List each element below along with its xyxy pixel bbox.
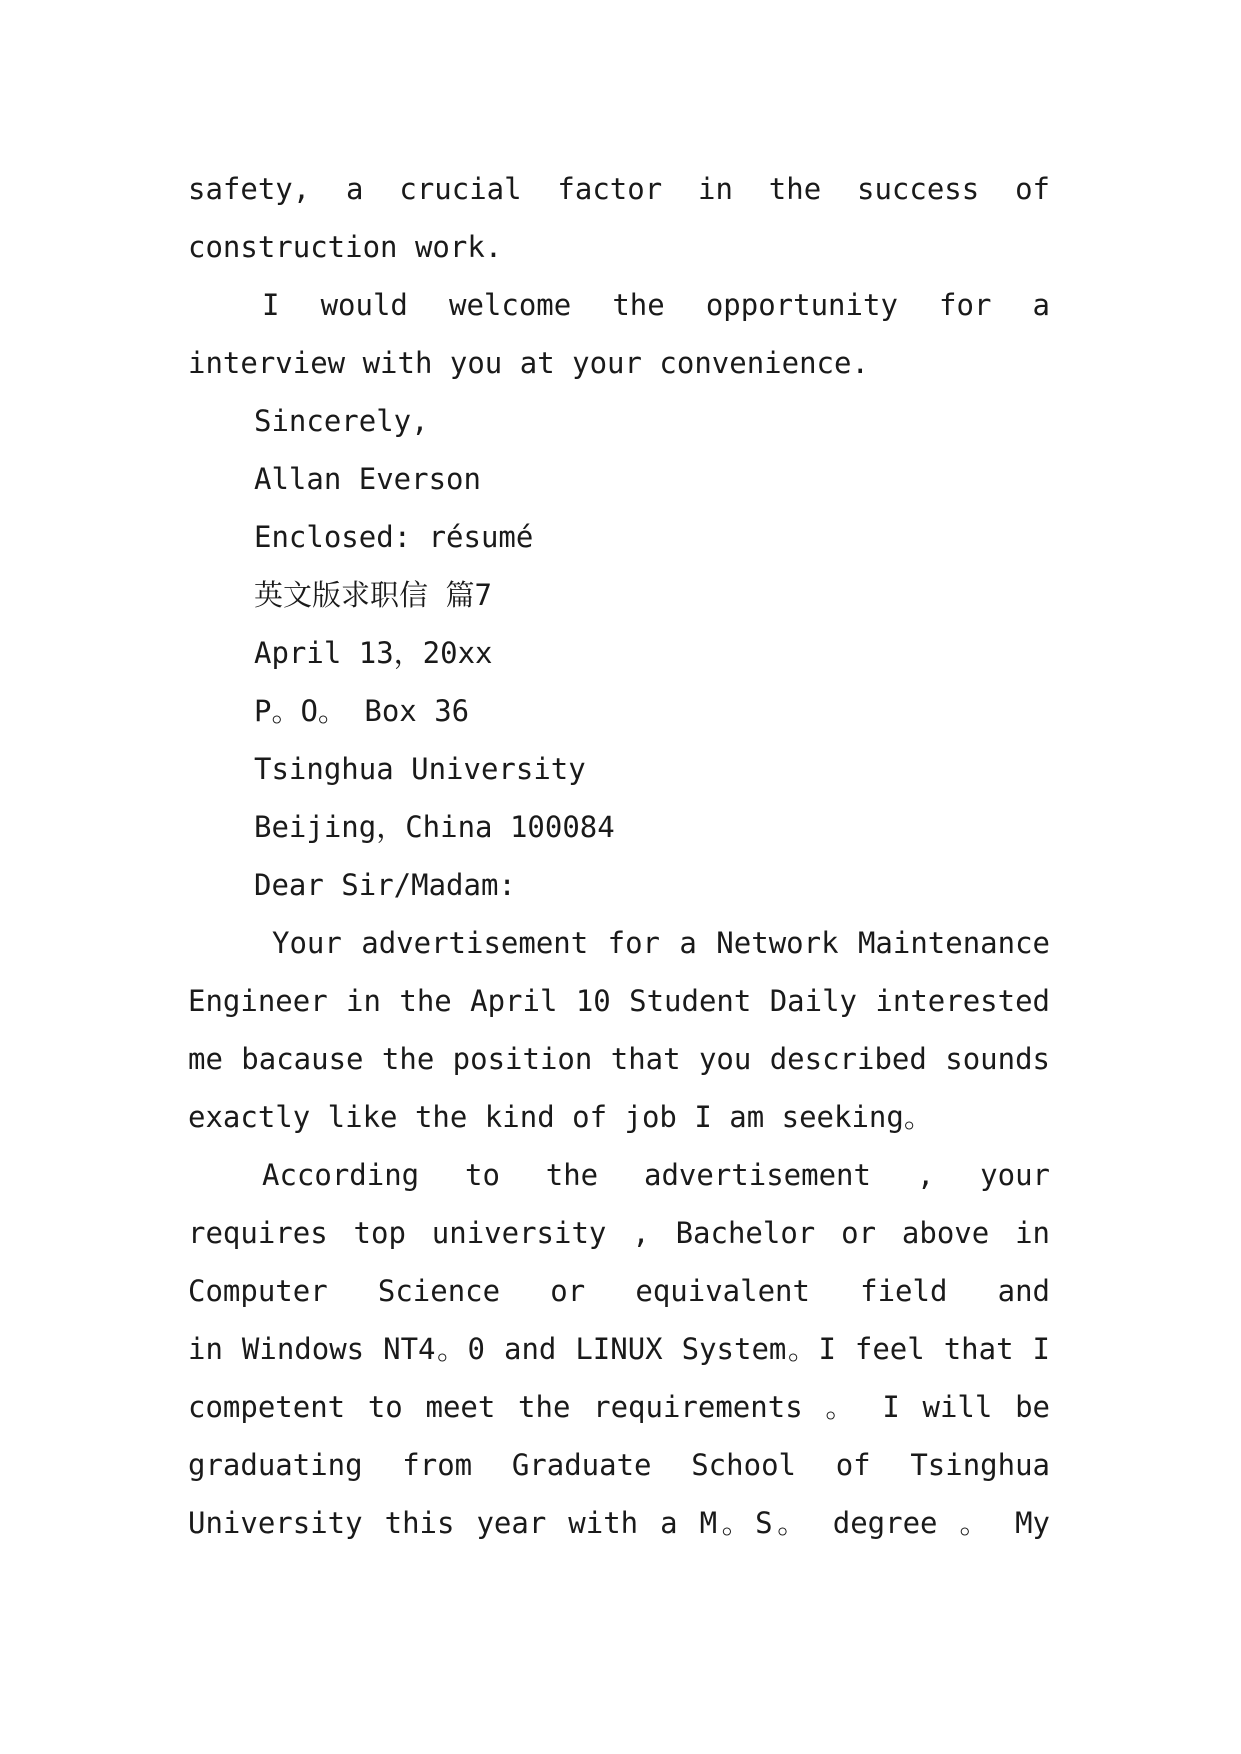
address-line: Tsinghua University bbox=[254, 752, 586, 786]
signature-name: Allan Everson bbox=[254, 462, 481, 496]
paragraph-first-line: I would welcome the opportunity for a bbox=[262, 288, 1050, 322]
paragraph-first-line: Your advertisement for a Network Maintenance bbox=[272, 926, 1050, 960]
text-line: safety, a crucial factor in the success of bbox=[188, 172, 1050, 206]
text-line: Engineer in the April 10 Student Daily interested bbox=[188, 984, 1050, 1018]
text-line: Computer Science or equivalent field and bbox=[188, 1274, 1050, 1308]
text-line: University this year with a M。S。 degree 。 My bbox=[188, 1506, 1050, 1540]
enclosure-line: Enclosed: résumé bbox=[254, 520, 534, 554]
text-line: construction work. bbox=[188, 230, 503, 264]
address-line: P。O。 Box 36 bbox=[254, 694, 470, 728]
text-line: in Windows NT4。0 and LINUX System。I feel that I bbox=[188, 1332, 1050, 1366]
text-line: requires top university , Bachelor or above in bbox=[188, 1216, 1050, 1250]
text-line: exactly like the kind of job I am seeking。 bbox=[188, 1100, 933, 1134]
letter-date: April 13，20xx bbox=[254, 636, 493, 670]
greeting: Dear Sir/Madam: bbox=[254, 868, 516, 902]
letter-body bbox=[188, 160, 1050, 1552]
section-heading: 英文版求职信 篇7 bbox=[254, 578, 492, 612]
text-line: interview with you at your convenience. bbox=[188, 346, 869, 380]
text-line: competent to meet the requirements 。 I will be bbox=[188, 1390, 1050, 1424]
text-line: graduating from Graduate School of Tsinghua bbox=[188, 1448, 1050, 1482]
paragraph-first-line: According to the advertisement , your bbox=[262, 1158, 1050, 1192]
text-line: me bacause the position that you described sounds bbox=[188, 1042, 1050, 1076]
closing-salutation: Sincerely, bbox=[254, 404, 429, 438]
address-line: Beijing，China 100084 bbox=[254, 810, 615, 844]
